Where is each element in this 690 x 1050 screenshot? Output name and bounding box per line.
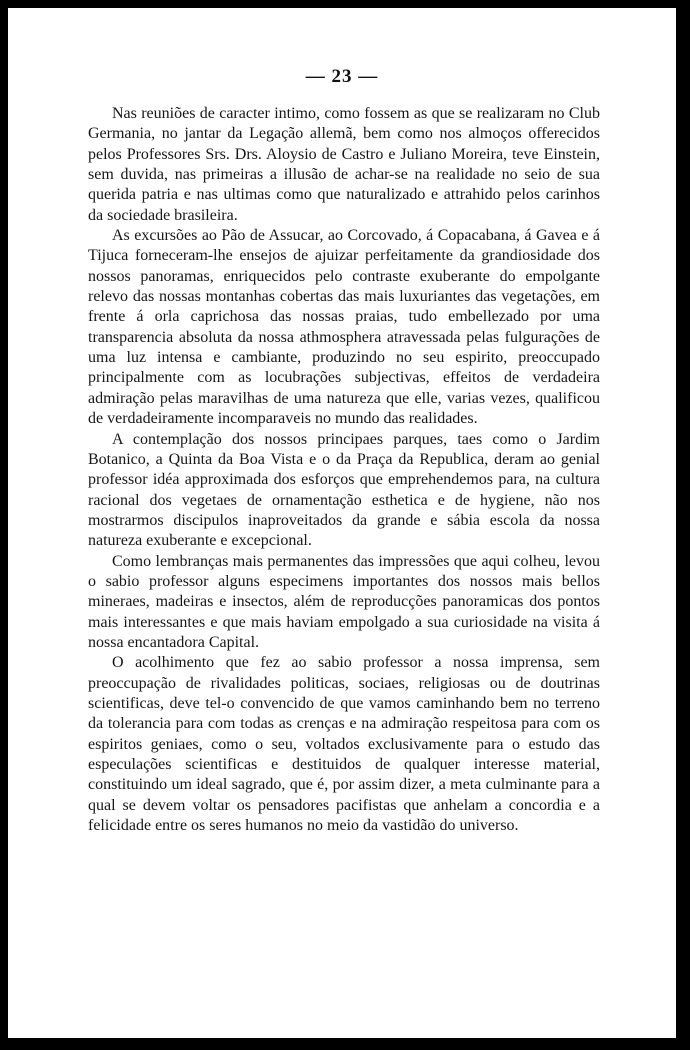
- paragraph-1: Nas reuniões de caracter intimo, como fossem as que se realizaram no Club Germania, no jantar da Legação allemã, bem como nos almoços offerecidos pelos Professores Srs. Drs. Aloysio de Castro e Juliano Moreira, teve Einstein, sem duvida, nas primeiras a illusão de achar-se na realidade no seio de sua querida patria e nas ultimas como que naturalizado e attrahido pelos carinhos da sociedade brasileira.: [88, 105, 600, 224]
- page-body: [88, 104, 600, 836]
- paragraph-2: As excursões ao Pão de Assucar, ao Corcovado, á Copacabana, á Gavea e á Tijuca forneceram-lhe ensejos de ajuizar perfeitamente da grandiosidade dos nossos panoramas, enriquecidos pelo contraste exuberante do empolgante relevo das nossas montanhas cobertas das mais luxuriantes das vegetações, em frente á orla caprichosa das nossas praias, tudo embellezado por uma transparencia absoluta da nossa athmosphera atravessada pelas fulgurações de uma luz intensa e cambiante, produzindo no seu espirito, preoccupado principalmente com as locubrações subjectivas, effeitos de verdadeira admiração pelas maravilhas de uma natureza que elle, varias vezes, qualificou de verdadeiramente incomparaveis no mundo das realidades.: [88, 227, 600, 428]
- paragraph-4: Como lembranças mais permanentes das impressões que aqui colheu, levou o sabio professor alguns especimens importantes dos nossos mais bellos mineraes, madeiras e insectos, além de reproducções panoramicas dos pontos mais interessantes e que mais haviam empolgado a sua curiosidade na visita á nossa encantadora Capital.: [88, 552, 600, 651]
- paragraph-3: A contemplação dos nossos principaes parques, taes como o Jardim Botanico, a Quinta da Boa Vista e o da Praça da Republica, deram ao genial professor idéa approximada dos esforços que emprehendemos para, na cultura racional dos vegetaes de ornamentação esthetica e de hygiene, não nos mostrarmos discipulos inaproveitados da grande e sábia escola da nossa natureza exuberante e excepcional.: [88, 430, 600, 550]
- book-page: [8, 8, 676, 1038]
- page-number: — 23 —: [305, 66, 379, 87]
- paragraph-5: O acolhimento que fez ao sabio professor a nossa imprensa, sem preoccupação de rivalidades politicas, sociaes, religiosas ou de doutrinas scientificas, deve tel-o convencido de que vamos caminhando bem no terreno da tolerancia para com todas as crenças e na admiração respeitosa para com os espiritos geniaes, como o seu, voltados exclusivamente para o estudo das especulações scientificas e destituidos de qualquer interesse material, constituindo um ideal sagrado, que é, por assim dizer, a meta culminante para a qual se devem voltar os pensadores pacifistas que anhelam a concordia e a felicidade entre os seres humanos no meio da vastidão do universo.: [88, 654, 600, 835]
